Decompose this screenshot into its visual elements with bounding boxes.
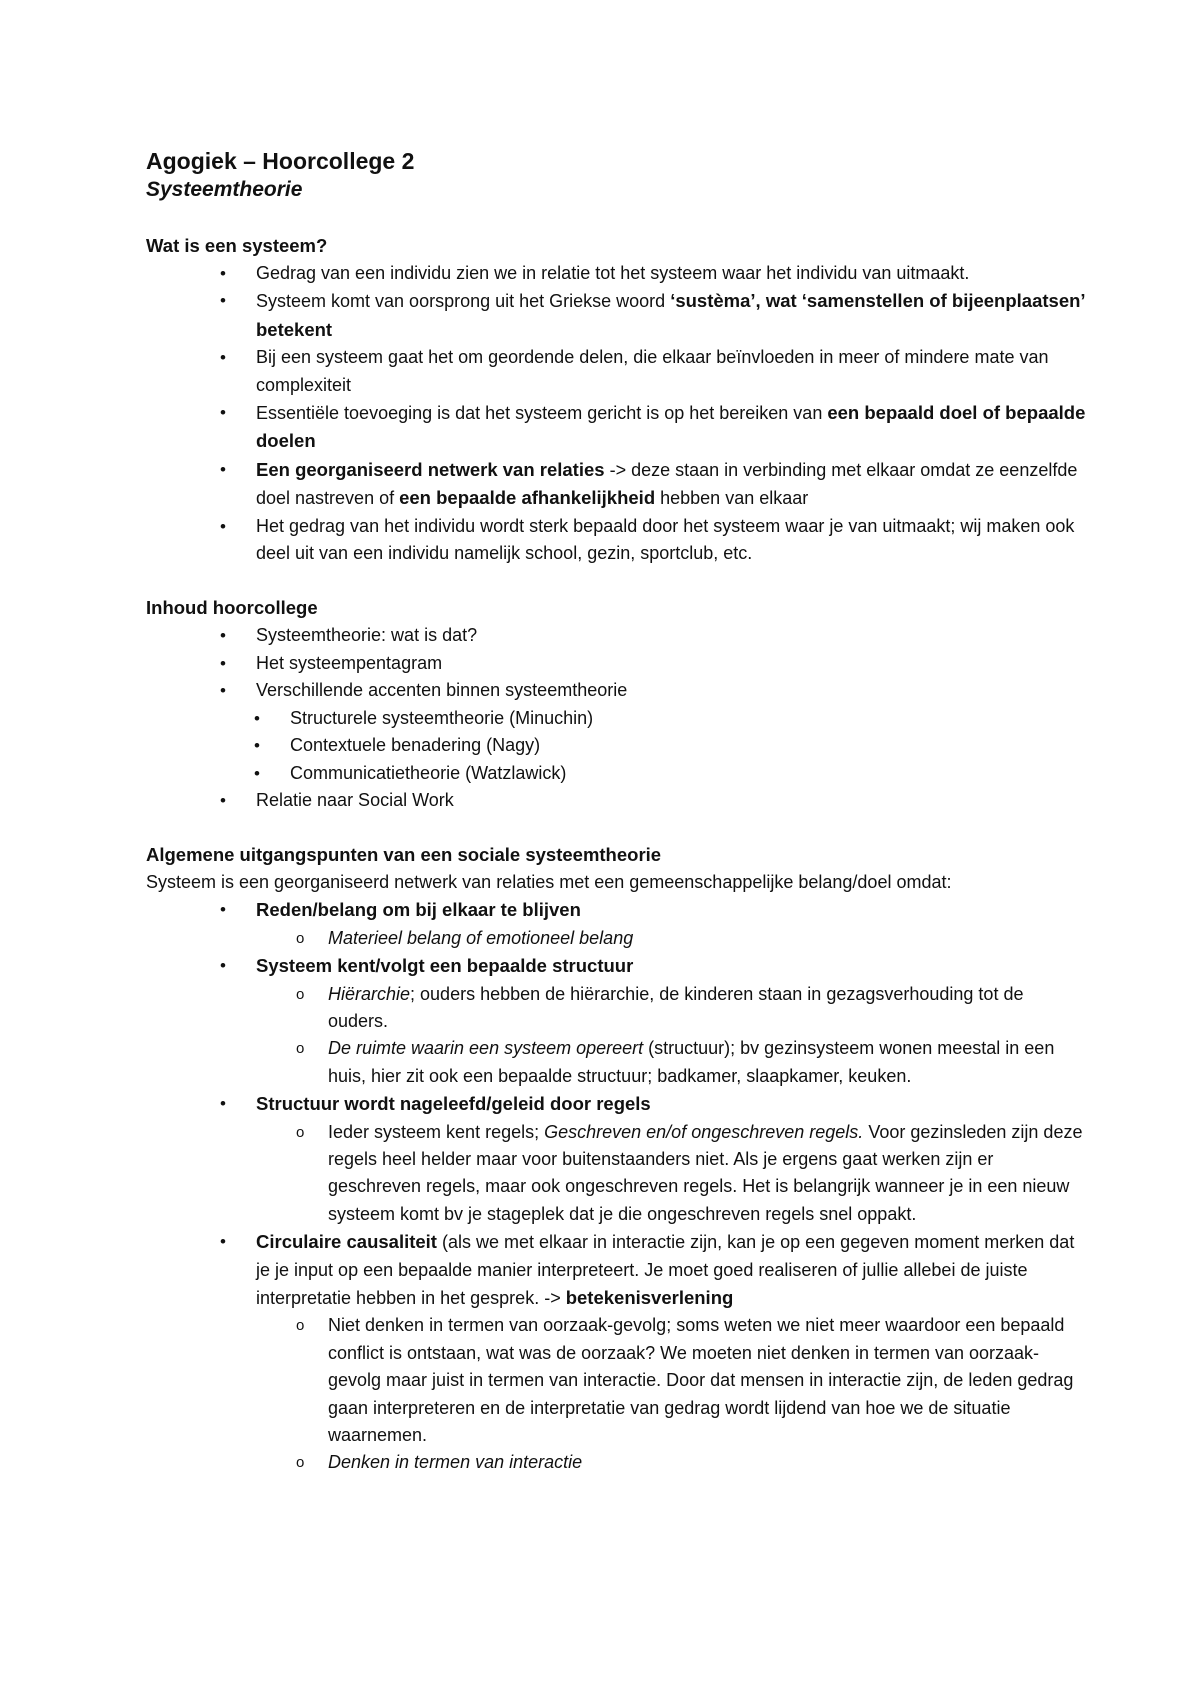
- italic-text: De ruimte waarin een systeem opereert: [328, 1038, 644, 1059]
- bullet-list: [146, 622, 1086, 814]
- bullet-icon: •: [220, 459, 226, 479]
- italic-text: Geschreven en/of ongeschreven regels.: [544, 1121, 864, 1142]
- list-item-text: ; ouders hebben de hiërarchie, de kinderen staan in gezagsverhouding tot de ouders.: [328, 983, 1024, 1031]
- section-intro: Systeem is een georganiseerd netwerk van relaties met een gemeenschappelijke belang/doel omdat:: [146, 872, 952, 893]
- bullet-icon: •: [220, 626, 226, 646]
- list-item: [146, 456, 1086, 513]
- list-item: [146, 677, 1086, 704]
- list-item: [146, 1449, 1086, 1476]
- list-item-text: (als we met elkaar in interactie zijn, kan je op een gegeven moment merken dat je je input op een bepaalde manier interpreteert. Je moet goed realiseren of jullie allebei de juiste interpretatie hebben in het gesprek. ->: [256, 1232, 1075, 1308]
- bullet-icon: •: [220, 1232, 226, 1252]
- sub-bullet-icon: o: [296, 1123, 305, 1141]
- bullet-icon: •: [220, 348, 226, 368]
- list-item-text: Bij een systeem gaat het om geordende delen, die elkaar beïnvloeden in meer of mindere mate van complexiteit: [256, 347, 1049, 395]
- list-item-text: hebben van elkaar: [655, 488, 809, 509]
- bullet-list: [146, 896, 1086, 1477]
- list-item: [146, 344, 1086, 399]
- list-item: [146, 787, 1086, 814]
- section-wat-is-een-systeem: [146, 232, 1086, 567]
- list-item-text: Het systeempentagram: [256, 652, 443, 673]
- bullet-icon: •: [254, 736, 260, 756]
- bold-text: Circulaire causaliteit: [256, 1231, 437, 1253]
- bullet-icon: •: [220, 681, 226, 701]
- list-item: [146, 650, 1086, 677]
- bold-text: een bepaalde afhankelijkheid: [399, 487, 656, 509]
- sub-bullet-icon: o: [296, 1454, 305, 1472]
- list-item-text: Het gedrag van het individu wordt sterk bepaald door het systeem waar je van uitmaakt; wij maken ook deel uit van een individu namelijk school, gezin, sportclub, etc.: [256, 515, 1075, 564]
- bold-text: betekenisverlening: [565, 1287, 734, 1308]
- bold-text: Reden/belang om bij elkaar te blijven: [256, 899, 581, 921]
- section-heading: Wat is een systeem?: [146, 235, 328, 256]
- list-item: [146, 732, 1086, 759]
- list-item: [146, 1035, 1086, 1090]
- italic-text: Materieel belang of emotioneel belang: [328, 927, 634, 948]
- sub-bullet-icon: o: [296, 929, 305, 947]
- list-item: [146, 925, 1086, 952]
- section-heading: Algemene uitgangspunten van een sociale systeemtheorie: [146, 844, 662, 866]
- bullet-list: [146, 260, 1086, 567]
- list-item: [146, 1119, 1086, 1229]
- list-item-text: Niet denken in termen van oorzaak-gevolg; soms weten we niet meer waardoor een bepaald conflict is ontstaan, wat was de oorzaak? We moeten niet denken in termen van oorzaak-gevolg maar juist in termen van interactie. Door dat mensen in interactie zijn, de leden gedrag gaan interpreteren en de interpretatie van gedrag wordt lijdend van hoe we de situatie waarnemen.: [328, 1315, 1074, 1446]
- italic-text: Denken in termen van interactie: [328, 1452, 583, 1473]
- bullet-icon: •: [220, 264, 226, 283]
- bold-text: Een georganiseerd netwerk van relaties: [256, 458, 605, 480]
- italic-text: Hiërarchie: [328, 983, 411, 1004]
- list-item: [146, 952, 1086, 980]
- bold-text: een bepaald doel of bepaalde doelen: [256, 402, 1086, 452]
- bullet-icon: •: [220, 516, 226, 536]
- bullet-icon: •: [220, 291, 226, 311]
- list-item: [146, 981, 1086, 1036]
- sub-bullet-icon: o: [296, 1040, 305, 1058]
- list-item-text: Communicatietheorie (Watzlawick): [290, 762, 567, 783]
- list-item: [146, 513, 1086, 568]
- list-item-text: -> deze staan in verbinding met elkaar omdat ze eenzelfde doel nastreven of: [256, 459, 1078, 509]
- bullet-icon: •: [220, 790, 226, 810]
- list-item: [146, 705, 1086, 732]
- bold-text: ‘sustèma’, wat ‘samenstellen of bijeenplaatsen’ betekent: [256, 290, 1085, 340]
- sub-bullet-icon: o: [296, 1317, 305, 1335]
- list-item: [146, 760, 1086, 787]
- document-body: [146, 146, 1086, 1504]
- list-item: [146, 287, 1086, 344]
- list-item: [146, 1090, 1086, 1118]
- section-inhoud-hoorcollege: [146, 594, 1086, 814]
- list-item-text: (structuur); bv gezinsysteem wonen meestal in een huis, hier zit ook een bepaalde structuur; badkamer, slaapkamer, keuken.: [328, 1038, 1055, 1086]
- list-item: [146, 260, 1086, 287]
- list-item-text: Gedrag van een individu zien we in relatie tot het systeem waar het individu van uitmaakt.: [256, 263, 970, 283]
- list-item-text: Structurele systeemtheorie (Minuchin): [290, 707, 594, 728]
- bullet-icon: •: [220, 653, 226, 673]
- section-algemene-uitgangspunten: [146, 841, 1086, 1477]
- list-item-text: Essentiële toevoeging is dat het systeem gericht is op het bereiken van: [256, 403, 828, 424]
- sub-bullet-icon: o: [296, 985, 305, 1003]
- list-item-text: Systeem komt van oorsprong uit het Griekse woord: [256, 291, 671, 312]
- list-item-text: Ieder systeem kent regels;: [328, 1121, 545, 1142]
- list-item: [146, 399, 1086, 456]
- bullet-icon: •: [254, 708, 260, 728]
- list-item: [146, 896, 1086, 924]
- bullet-icon: •: [220, 1094, 226, 1114]
- bullet-icon: •: [220, 956, 226, 976]
- list-item-text: Voor gezinsleden zijn deze regels heel helder maar voor buitenstaanders niet. Als je ergens gaat werken zijn er geschreven regels, maar ook ongeschreven regels. Het is belangrijk wanneer je in een nieuw systeem komt bv je stageplek dat je die ongeschreven regels snel oppakt.: [328, 1121, 1083, 1224]
- bold-text: Structuur wordt nageleefd/geleid door regels: [256, 1093, 651, 1115]
- bold-text: Systeem kent/volgt een bepaalde structuur: [256, 955, 634, 977]
- list-item-text: Relatie naar Social Work: [256, 789, 454, 810]
- list-item-text: Contextuele benadering (Nagy): [290, 735, 541, 756]
- list-item-text: Verschillende accenten binnen systeemtheorie: [256, 680, 628, 701]
- bullet-icon: •: [220, 403, 226, 423]
- section-heading: Inhoud hoorcollege: [146, 597, 318, 619]
- document-title: Agogiek – Hoorcollege 2: [146, 148, 415, 174]
- list-item: [146, 622, 1086, 649]
- list-item: [146, 1312, 1086, 1449]
- list-item: [146, 1228, 1086, 1312]
- list-item-text: Systeemtheorie: wat is dat?: [256, 625, 478, 646]
- bullet-icon: •: [220, 900, 226, 920]
- bullet-icon: •: [254, 763, 260, 783]
- document-subtitle: Systeemtheorie: [146, 178, 303, 201]
